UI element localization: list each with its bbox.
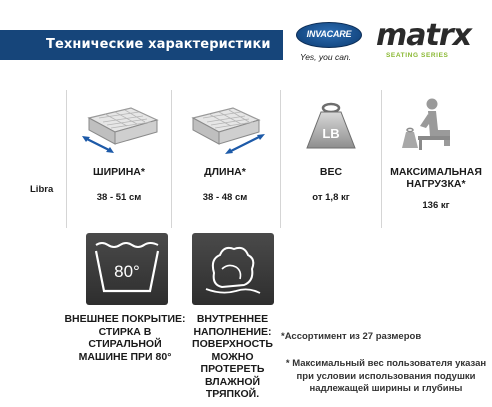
invacare-logo-text: INVACARE — [306, 29, 352, 39]
feature-label: ВЕС — [319, 166, 343, 178]
feature-label: МАКСИМАЛЬНАЯ НАГРУЗКА* — [390, 166, 482, 190]
divider — [381, 90, 382, 228]
feature-label: ШИРИНА* — [93, 166, 145, 178]
seated-person-load-icon — [384, 96, 488, 166]
feature-label: ДЛИНА* — [204, 166, 246, 178]
wipe-clean-icon — [192, 233, 274, 305]
cushion-depth-icon — [175, 96, 275, 166]
feature-width — [69, 96, 169, 203]
divider — [66, 90, 67, 228]
matrx-logo — [376, 18, 486, 64]
weight-icon-text: LB — [322, 126, 340, 141]
cushion-width-icon — [69, 96, 169, 166]
feature-depth — [175, 96, 275, 203]
header-banner — [0, 30, 283, 60]
care-outer-cover-text: ВНЕШНЕЕ ПОКРЫТИЕ: СТИРКА В СТИРАЛЬНОЙ МАШИНЕ ПРИ 80° — [64, 313, 186, 363]
feature-value: 136 кг — [422, 200, 450, 211]
feature-value: от 1,8 кг — [312, 192, 350, 203]
note-sizes: *Ассортимент из 27 размеров — [281, 331, 422, 342]
invacare-logo — [296, 22, 362, 62]
wash-icon-text: 80° — [114, 262, 140, 281]
feature-value: 38 - 48 см — [202, 192, 248, 203]
wash-80-icon — [86, 233, 168, 305]
feature-weight — [281, 96, 381, 203]
matrx-logo-subtitle: SEATING SERIES — [386, 52, 449, 59]
note-max-weight: * Максимальный вес пользователя указан при условии использования подушки надлежащей ширины и глубины — [285, 358, 487, 394]
feature-max-load — [384, 96, 488, 211]
feature-value: 38 - 51 см — [96, 192, 142, 203]
divider — [171, 90, 172, 228]
page-title: Технические характеристики — [46, 37, 271, 52]
matrx-logo-text: matrx — [376, 18, 471, 53]
invacare-tagline: Yes, you can. — [300, 52, 352, 62]
care-inner-filling-text: ВНУТРЕННЕЕ НАПОЛНЕНИЕ: ПОВЕРХНОСТЬ МОЖНО ПРОТЕРЕТЬ ВЛАЖНОЙ ТРЯПКОЙ. — [192, 313, 273, 400]
weight-lb-icon — [281, 96, 381, 166]
model-name: Libra — [30, 184, 54, 195]
